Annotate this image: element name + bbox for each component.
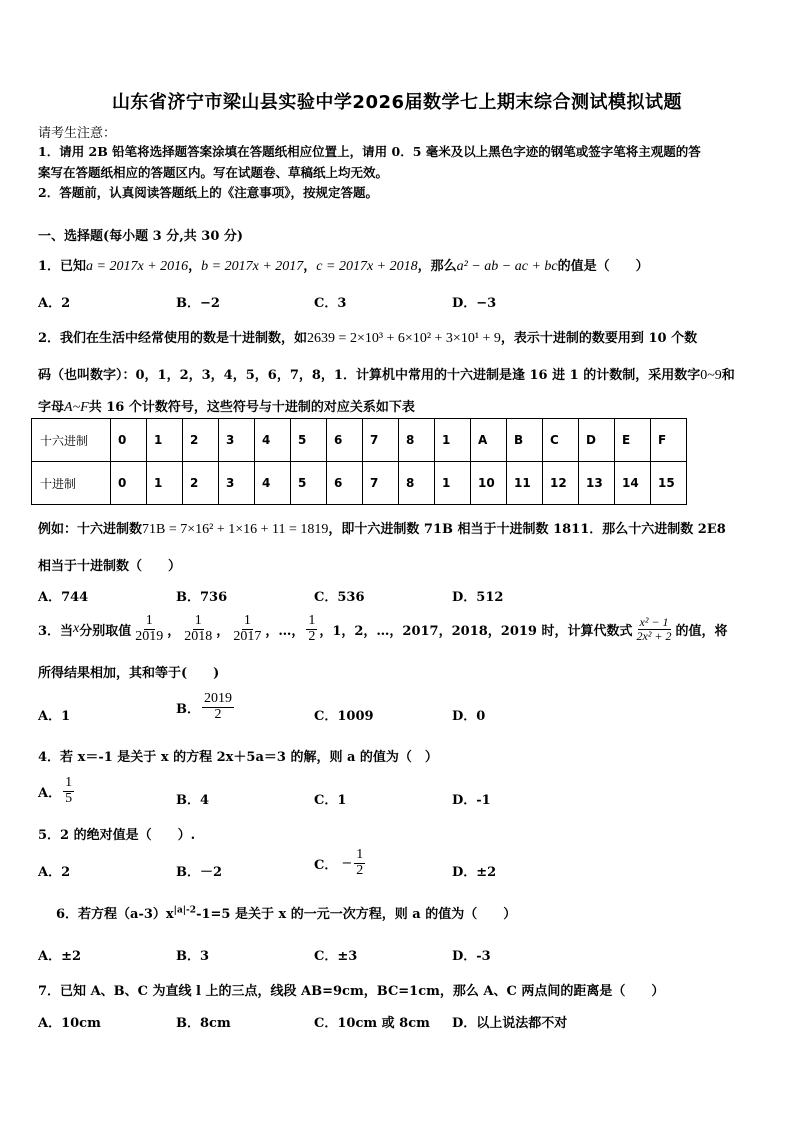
table-cell: 4: [255, 419, 291, 462]
question-3-line-2: 所得结果相加，其和等于( ): [38, 666, 220, 681]
q3-expression: $\frac{\text{x² − 1}}{\text{2x² + 2}}$: [636, 614, 672, 643]
question-2-example-line-2: 相当于十进制数（ ）: [38, 559, 182, 574]
table-cell: 1: [435, 462, 471, 505]
q6-option-d[interactable]: D．-3: [452, 949, 491, 964]
table-cell: 8: [399, 462, 435, 505]
q7-option-a[interactable]: A．10cm: [38, 1016, 101, 1031]
table-cell: 3: [219, 462, 255, 505]
question-2-line-1: 2．我们在生活中经常使用的数是十进制数，如2639 = 2×10³ + 6×10² + 3×10¹ + 9，表示十进制的数要用到 10 个数: [38, 331, 698, 346]
q4-option-c[interactable]: C．1: [314, 793, 347, 808]
q1-option-a[interactable]: A．2: [38, 296, 71, 311]
q3-option-b-fraction: $\frac{2019}{2}$: [204, 691, 232, 722]
q2-hex-expr: 71B = 7×16² + 1×16 + 11 = 1819: [142, 522, 329, 537]
q1-c: c = 2017x + 2018: [316, 259, 418, 274]
q5-option-d[interactable]: D．±2: [452, 865, 497, 880]
q2-decimal-expr: 2639 = 2×10³ + 6×10² + 3×10¹ + 9: [307, 331, 501, 346]
notice-item-2: 2．答题前，认真阅读答题纸上的《注意事项》，按规定答题。: [38, 185, 378, 200]
q2-option-c[interactable]: C．536: [314, 590, 365, 605]
q1-a: a = 2017x + 2016: [86, 259, 189, 274]
question-7: 7．已知 A、B、C 为直线 l 上的三点，线段 AB=9cm，BC=1cm，那么 A、C 两点间的距离是（ ）: [38, 984, 665, 999]
question-1: 1．已知a = 2017x + 2016，b = 2017x + 2017，c = 2017x + 2018，那么a² − ab − ac + bc的值是（ ）: [38, 259, 649, 274]
table-cell: 13: [579, 462, 615, 505]
notice-heading: 请考生注意：: [38, 126, 117, 141]
table-cell: 1: [435, 419, 471, 462]
q5-option-b[interactable]: B．－2: [176, 865, 223, 880]
q7-option-d[interactable]: D．以上说法都不对: [452, 1016, 568, 1031]
q7-option-b[interactable]: B．8cm: [176, 1016, 231, 1031]
table-cell: 7: [363, 419, 399, 462]
hex-decimal-table: [31, 418, 687, 505]
q5-option-a[interactable]: A．2: [38, 865, 71, 880]
q3-option-a[interactable]: A．1: [38, 709, 71, 724]
table-cell: 6: [327, 462, 363, 505]
table-cell: 15: [651, 462, 687, 505]
q4-option-d[interactable]: D．-1: [452, 793, 491, 808]
notice-item-1a: 1．请用 2B 铅笔将选择题答案涂填在答题纸相应位置上，请用 0．5 毫米及以上黑色字迹的钢笔或签字笔将主观题的答: [38, 144, 701, 159]
q5-option-c[interactable]: C． − $\frac{1}{2}$: [314, 847, 364, 878]
q6-option-b[interactable]: B．3: [176, 949, 210, 964]
table-cell: E: [615, 419, 651, 462]
table-cell: C: [543, 419, 579, 462]
table-cell: 1: [147, 419, 183, 462]
q1-b: b = 2017x + 2017: [201, 259, 304, 274]
question-4: 4．若 x＝-1 是关于 x 的方程 2x＋5a＝3 的解，则 a 的值为（ ）: [38, 750, 438, 765]
q3-fraction-2: $\frac{1}{2018}$: [184, 612, 213, 644]
table-cell: 1: [147, 462, 183, 505]
table-cell: 0: [111, 419, 147, 462]
table-cell: A: [471, 419, 507, 462]
q3-fraction-4: $\frac{1}{2}$: [308, 612, 316, 644]
table-cell: 5: [291, 419, 327, 462]
q1-expr: a² − ab − ac + bc: [456, 259, 558, 274]
table-cell: D: [579, 419, 615, 462]
table-cell: 5: [291, 462, 327, 505]
table-cell: 7: [363, 462, 399, 505]
table-cell: 6: [327, 419, 363, 462]
question-2-example: 例如：十六进制数71B = 7×16² + 1×16 + 11 = 1819，即十六进制数 71B 相当于十进制数 1811．那么十六进制数 2E8: [38, 522, 726, 537]
question-2-line-2: 码（也叫数字）：0，1，2，3，4，5，6，7，8，1．计算机中常用的十六进制是逢 16 进 1 的计数制，采用数字0~9和: [38, 368, 735, 383]
q2-option-d[interactable]: D．512: [452, 590, 504, 605]
table-cell: 3: [219, 419, 255, 462]
page-title: 山东省济宁市梁山县实验中学2026届数学七上期末综合测试模拟试题: [111, 92, 683, 113]
table-row-dec: [32, 462, 687, 505]
question-6: 6．若方程$(a-3)x^{|a|-2}-1=5$ 是关于 x 的一元一次方程，则 a 的值为（ ）: [56, 905, 517, 922]
section-heading: 一、选择题(每小题 3 分,共 30 分): [38, 229, 244, 244]
q7-option-c[interactable]: C．10cm 或 8cm: [314, 1016, 430, 1031]
table-cell: 12: [543, 462, 579, 505]
q6-option-c[interactable]: C．±3: [314, 949, 358, 964]
q4-option-a[interactable]: A． $\frac{1}{5}$: [38, 775, 73, 806]
table-header-dec: 十进制: [32, 462, 111, 505]
table-cell: 2: [183, 462, 219, 505]
table-cell: 4: [255, 462, 291, 505]
q2-option-a[interactable]: A．744: [38, 590, 89, 605]
q1-option-d[interactable]: D．−3: [452, 296, 497, 311]
table-cell: 2: [183, 419, 219, 462]
table-cell: 10: [471, 462, 507, 505]
table-cell: 0: [111, 462, 147, 505]
table-cell: 14: [615, 462, 651, 505]
question-3: 3．当 x 分别取值 $\frac{1}{2019}$ ， $\frac{1}{2018}$ ， $\frac{1}{2017}$ ，…， $\frac{1}{2}$ ，1，2，…，2017，2018，2019 时，计算代数式 $\frac{\text{x² − 1}}{\text{2x² + 2}}$ 的值，将: [38, 612, 728, 644]
q6-option-a[interactable]: A．±2: [38, 949, 82, 964]
table-cell: 8: [399, 419, 435, 462]
table-cell: F: [651, 419, 687, 462]
q1-option-c[interactable]: C．3: [314, 296, 347, 311]
table-cell: B: [507, 419, 543, 462]
question-5: 5．2 的绝对值是（ ）.: [38, 828, 196, 843]
table-row-hex: [32, 419, 687, 462]
q3-fraction-3: $\frac{1}{2017}$: [233, 612, 262, 644]
table-header-hex: 十六进制: [32, 419, 111, 462]
question-2-line-3: 字母A~F共 16 个计数符号，这些符号与十进制的对应关系如下表: [38, 400, 415, 415]
notice-item-1b: 案写在答题纸相应的答题区内。写在试题卷、草稿纸上均无效。: [38, 165, 389, 180]
q3-option-b[interactable]: B． $\frac{2019}{2}$: [176, 691, 232, 722]
q2-option-b[interactable]: B．736: [176, 590, 228, 605]
q4-option-a-fraction: $\frac{1}{5}$: [65, 775, 73, 806]
table-cell: 11: [507, 462, 543, 505]
q3-option-c[interactable]: C．1009: [314, 709, 374, 724]
q3-fraction-1: $\frac{1}{2019}$: [135, 612, 164, 644]
q1-option-b[interactable]: B．−2: [176, 296, 220, 311]
q5-option-c-fraction: $\frac{1}{2}$: [356, 847, 364, 878]
q4-option-b[interactable]: B．4: [176, 793, 210, 808]
q3-option-d[interactable]: D．0: [452, 709, 486, 724]
